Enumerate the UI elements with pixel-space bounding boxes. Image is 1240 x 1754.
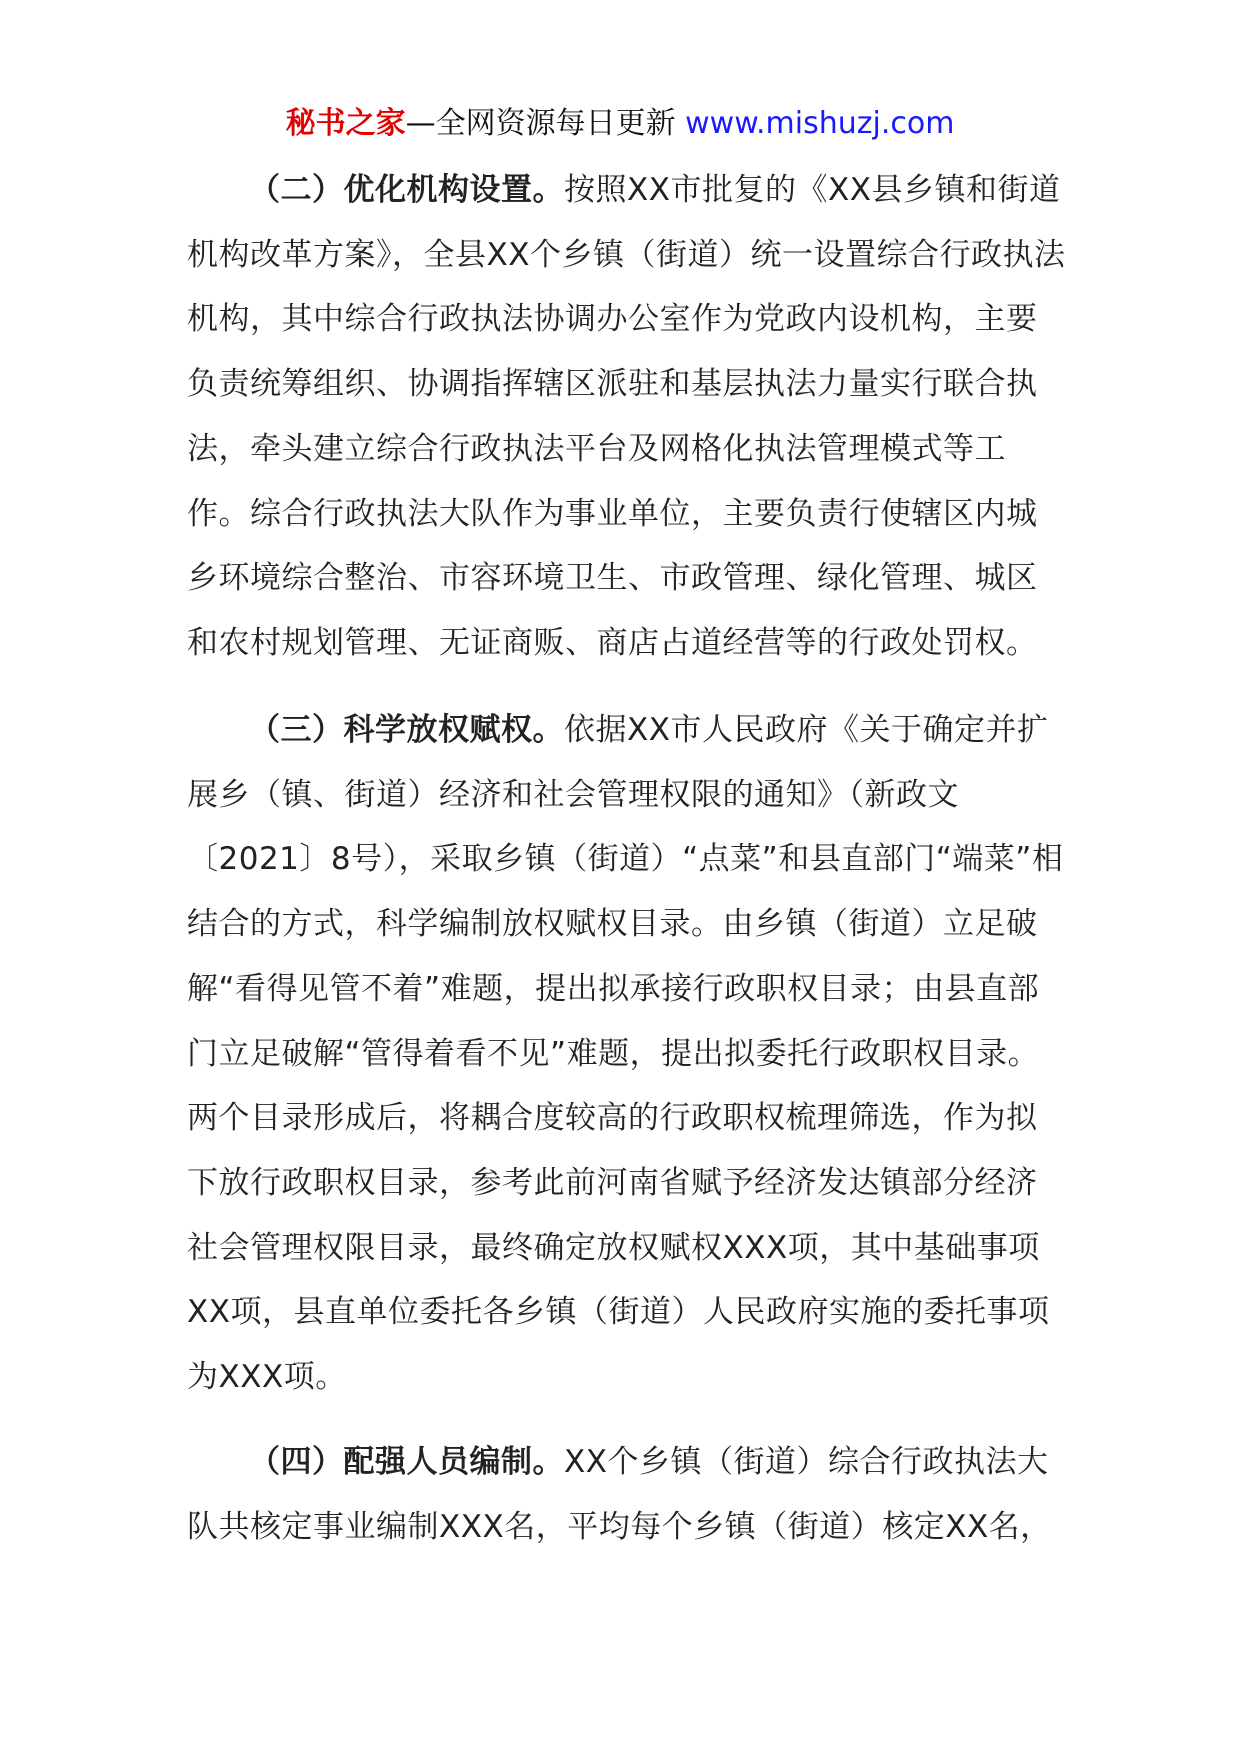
header-slogan: —全网资源每日更新 — [405, 106, 686, 141]
paragraph-body: XX个乡镇（街道）综合行政执法大队共核定事业编制XXX名，平均每个乡镇（街道）核定XX名， — [187, 1444, 1052, 1545]
paragraph-heading: （二）优化机构设置。 — [249, 172, 564, 208]
paragraph-delegate-powers — [187, 698, 1067, 1410]
paragraph-optimize-structure — [187, 158, 1067, 676]
paragraph-heading: （三）科学放权赋权。 — [249, 712, 564, 748]
site-url-link[interactable]: www.mishuzj.com — [685, 106, 955, 141]
site-header — [0, 100, 1240, 148]
paragraph-staffing — [187, 1430, 1067, 1559]
brand-name: 秘书之家 — [285, 106, 406, 141]
paragraph-body: 按照XX市批复的《XX县乡镇和街道机构改革方案》，全县XX个乡镇（街道）统一设置综合行政执法机构，其中综合行政执法协调办公室作为党政内设机构，主要负责统筹组织、协调指挥辖区派驻和基层执法力量实行联合执法，牵头建立综合行政执法平台及网格化执法管理模式等工作。综合行政执法大队作为事业单位，主要负责行使辖区内城乡环境综合整治、市容环境卫生、市政管理、绿化管理、城区和农村规划管理、无证商贩、商店占道经营等的行政处罚权。 — [187, 172, 1066, 661]
paragraph-body: 依据XX市人民政府《关于确定并扩展乡（镇、街道）经济和社会管理权限的通知》（新政文〔2021〕8号），采取乡镇（街道）“点菜”和县直部门“端菜”相结合的方式，科学编制放权赋权目录。由乡镇（街道）立足破解“看得见管不着”难题，提出拟承接行政职权目录；由县直部门立足破解“管得着看不见”难题，提出拟委托行政职权目录。两个目录形成后，将耦合度较高的行政职权梳理筛选，作为拟下放行政职权目录，参考此前河南省赋予经济发达镇部分经济社会管理权限目录，最终确定放权赋权XXX项，其中基础事项XX项，县直单位委托各乡镇（街道）人民政府实施的委托事项为XXX项。 — [187, 712, 1064, 1396]
paragraph-heading: （四）配强人员编制。 — [249, 1444, 564, 1480]
